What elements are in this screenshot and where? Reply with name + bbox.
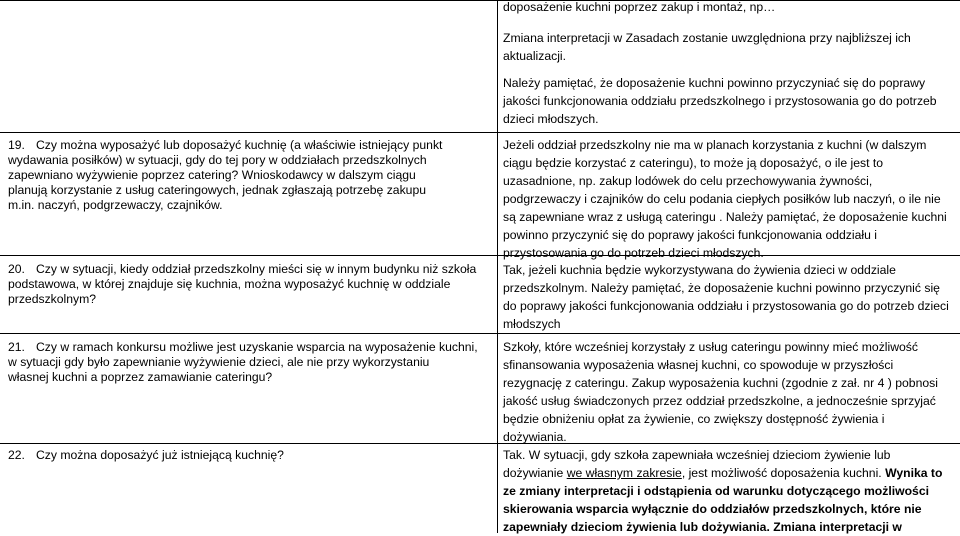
answer-line: Zmiana interpretacji w Zasadach zostanie uwzględniona przy najbliższej ich xyxy=(503,31,911,45)
row-divider-21 xyxy=(0,333,960,334)
question-number: 21. xyxy=(8,340,25,354)
answer-line: dożywiania. xyxy=(503,430,567,444)
answer-line: Szkoły, które wcześniej korzystały z usług cateringu powinny mieć możliwość xyxy=(503,340,918,354)
answer-line-bold: ze zmiany interpretacji i odstąpienia od warunku dotyczącego możliwości xyxy=(503,484,929,498)
question-line: przedszkolnym? xyxy=(8,292,97,306)
question-line: podstawowa, w której znajduje się kuchnia, można wyposażyć kuchnię w oddziale xyxy=(8,277,451,291)
question-line: zapewniano wyżywienie poprzez catering? Wnioskodawcy w dalszym ciągu xyxy=(8,168,416,182)
answer-line: Jeżeli oddział przedszkolny nie ma w planach korzystania z kuchni (w dalszym xyxy=(503,138,927,152)
underlined-phrase: we własnym zakresie xyxy=(566,466,682,480)
row-divider-20 xyxy=(0,255,960,256)
answer-text: , jest możliwość doposażenia kuchni. xyxy=(681,466,886,480)
answer-line: przystosowania go do potrzeb dzieci młodszych. xyxy=(503,246,764,260)
question-22: Czy można doposażyć już istniejącą kuchnię? xyxy=(36,448,284,462)
answer-line: młodszych xyxy=(503,317,561,331)
answer-text: dożywianie xyxy=(503,466,567,480)
answer-line-bold: zapewniały dzieciom żywienia lub dożywiania. Zmiana interpretacji w xyxy=(503,520,902,534)
question-line: planują korzystanie z usług cateringowych, jednak zgłaszają potrzebę zakupu xyxy=(8,183,427,197)
question-line: własnej kuchni a poprzez zamawianie cateringu? xyxy=(8,370,273,384)
question-number: 19. xyxy=(8,138,25,152)
question-line: w sytuacji gdy było zapewnianie wyżywienie dzieci, ale nie przy wykorzystaniu xyxy=(8,355,430,369)
question-line: Czy w sytuacji, kiedy oddział przedszkolny mieści się w innym budynku niż szkoła xyxy=(36,262,477,276)
bold-phrase: Wynika to xyxy=(885,466,943,480)
answer-line: sfinansowania wyposażenia własnej kuchni, co spowoduje w przyszłości xyxy=(503,358,894,372)
question-line: Czy można wyposażyć lub doposażyć kuchnię (a właściwie istniejący punkt xyxy=(36,138,443,152)
answer-line: uzasadnione, np. zakup lodówek do celu przechowywania żywności, xyxy=(503,174,873,188)
answer-line-bold: skierowania wsparcia wyłącznie do oddziałów przedszkolnych, które nie xyxy=(503,502,922,516)
question-number: 20. xyxy=(8,262,25,276)
answer-line: ciągu będzie korzystać z cateringu), to może ją doposażyć, o ile jest to xyxy=(503,156,884,170)
answer-line: Należy pamiętać, że doposażenie kuchni powinno przyczyniać się do poprawy xyxy=(503,76,926,90)
table-border-top xyxy=(0,0,960,1)
question-number: 22. xyxy=(8,448,25,462)
answer-line: aktualizacji. xyxy=(503,49,566,63)
question-line: Czy w ramach konkursu możliwe jest uzyskanie wsparcia na wyposażenie kuchni, xyxy=(36,340,478,354)
answer-line: doposażenie kuchni poprzez zakup i montaż, np… xyxy=(503,0,776,14)
answer-line: jakość usług świadczonych przez oddział przedszkolne, a jednocześnie sprzyjać xyxy=(503,394,936,408)
answer-line: są zapewniane wraz z usługą cateringu . Należy pamiętać, że doposażenie kuchni xyxy=(503,210,947,224)
answer-line: powinno przyczynić się do poprawy jakości funkcjonowania oddziału i xyxy=(503,228,877,242)
answer-line: będzie obniżeniu opłat za żywienie, co zwiększy dostępność żywienia i xyxy=(503,412,885,426)
row-divider-19 xyxy=(0,132,960,133)
answer-line xyxy=(503,464,942,482)
answer-line: Tak, jeżeli kuchnia będzie wykorzystywana do żywienia dzieci w oddziale xyxy=(503,263,896,277)
answer-line: podgrzewaczy i czajników do celu podania ciepłych posiłków lub naczyń, o ile nie xyxy=(503,192,941,206)
answer-line: do poprawy jakości funkcjonowania oddziału i przystosowania go do potrzeb dzieci xyxy=(503,299,949,313)
answer-line: Tak. W sytuacji, gdy szkoła zapewniała wcześniej dzieciom żywienie lub xyxy=(503,448,891,462)
column-divider-left xyxy=(497,0,498,533)
answer-line: dzieci młodszych. xyxy=(503,112,599,126)
answer-line: przedszkolnym. Należy pamiętać, że doposażenie kuchni powinno przyczynić się xyxy=(503,281,940,295)
question-line: wydawania posiłków) w sytuacji, gdy do tej pory w oddziałach przedszkolnych xyxy=(8,153,427,167)
question-line: m.in. naczyń, podgrzewaczy, czajników. xyxy=(8,198,223,212)
answer-line: rezygnację z cateringu. Zakup wyposażenia kuchni (zgodnie z zał. nr 4 ) pobnosi xyxy=(503,376,938,390)
row-divider-22 xyxy=(0,443,960,444)
answer-line: jakości funkcjonowania oddziału przedszkolnego i przystosowania go do potrzeb xyxy=(503,94,937,108)
